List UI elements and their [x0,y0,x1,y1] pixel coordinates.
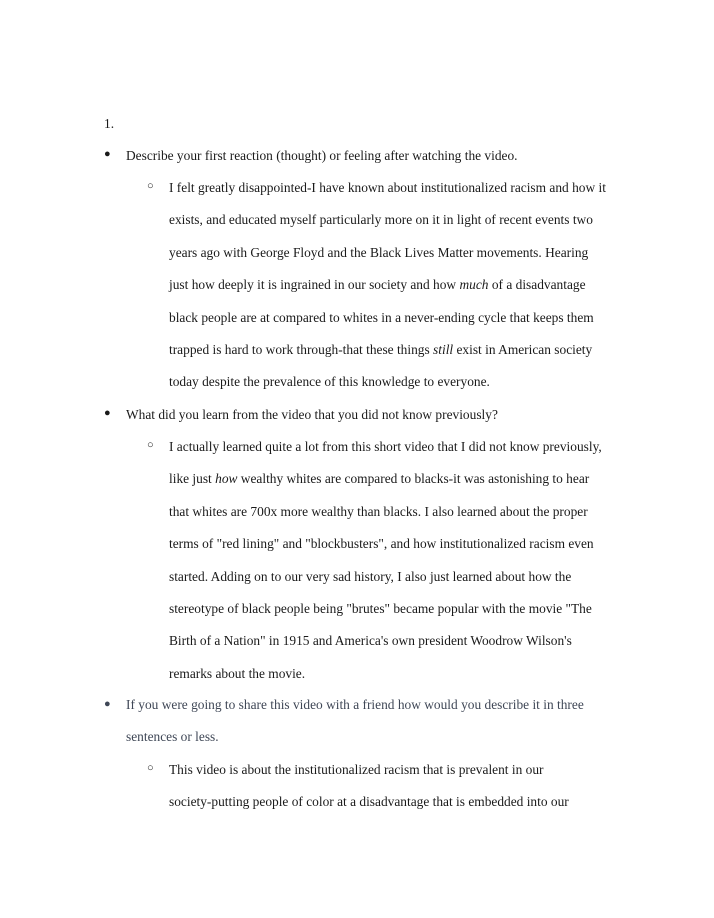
answer-line: terms of "red lining" and "blockbusters", and how institutionalized racism even [169,536,594,552]
answer-line: black people are at compared to whites in a never-ending cycle that keeps them [169,309,594,325]
answer-line: Birth of a Nation" in 1915 and America's own president Woodrow Wilson's [169,633,572,649]
answer-line: started. Adding on to our very sad history, I also just learned about how the [169,568,572,584]
answer-line: stereotype of black people being "brutes" became popular with the movie "The [169,600,592,616]
bullet-icon: ● [104,698,111,710]
answer-line: years ago with George Floyd and the Black Lives Matter movements. Hearing [169,244,589,260]
answer-line: This video is about the institutionalized racism that is prevalent in our [169,762,544,777]
answer-line: I felt greatly disappointed-I have known about institutionalized racism and how it [169,180,606,195]
answer-line: just how deeply it is ingrained in our society and how much of a disadvantage [169,277,586,293]
prompt-line: sentences or less. [126,729,219,745]
answer-line: I actually learned quite a lot from this short video that I did not know previously, [169,439,602,454]
question-1-prompt: Describe your first reaction (thought) or feeling after watching the video. [126,148,518,163]
answer-line: trapped is hard to work through-that these things still exist in American society [169,341,593,357]
question-number: 1. [104,116,115,131]
answer-line: society-putting people of color at a disadvantage that is embedded into our [169,794,569,810]
answer-line: exists, and educated myself particularly more on it in light of recent events two [169,212,593,228]
answer-line: that whites are 700x more wealthy than blacks. I also learned about the proper [169,503,588,519]
question-2-prompt: What did you learn from the video that you did not know previously? [126,407,498,422]
answer-line: like just how wealthy whites are compared to blacks-it was astonishing to hear [169,471,590,487]
sub-bullet-icon: ○ [147,180,154,192]
question-1-answer [169,172,639,399]
question-3-prompt [126,689,626,754]
bullet-icon: ● [104,148,111,160]
emphasis: still [433,341,454,357]
answer-line: remarks about the movie. [169,665,306,681]
prompt-line: If you were going to share this video with a friend how would you describe it in three [126,697,584,712]
answer-line: today despite the prevalence of this knowledge to everyone. [169,374,490,390]
emphasis: much [459,277,489,293]
sub-bullet-icon: ○ [147,439,154,451]
question-3-answer [169,754,639,819]
bullet-icon: ● [104,407,111,419]
question-2-answer [169,431,639,690]
emphasis: how [215,471,238,487]
sub-bullet-icon: ○ [147,762,154,774]
